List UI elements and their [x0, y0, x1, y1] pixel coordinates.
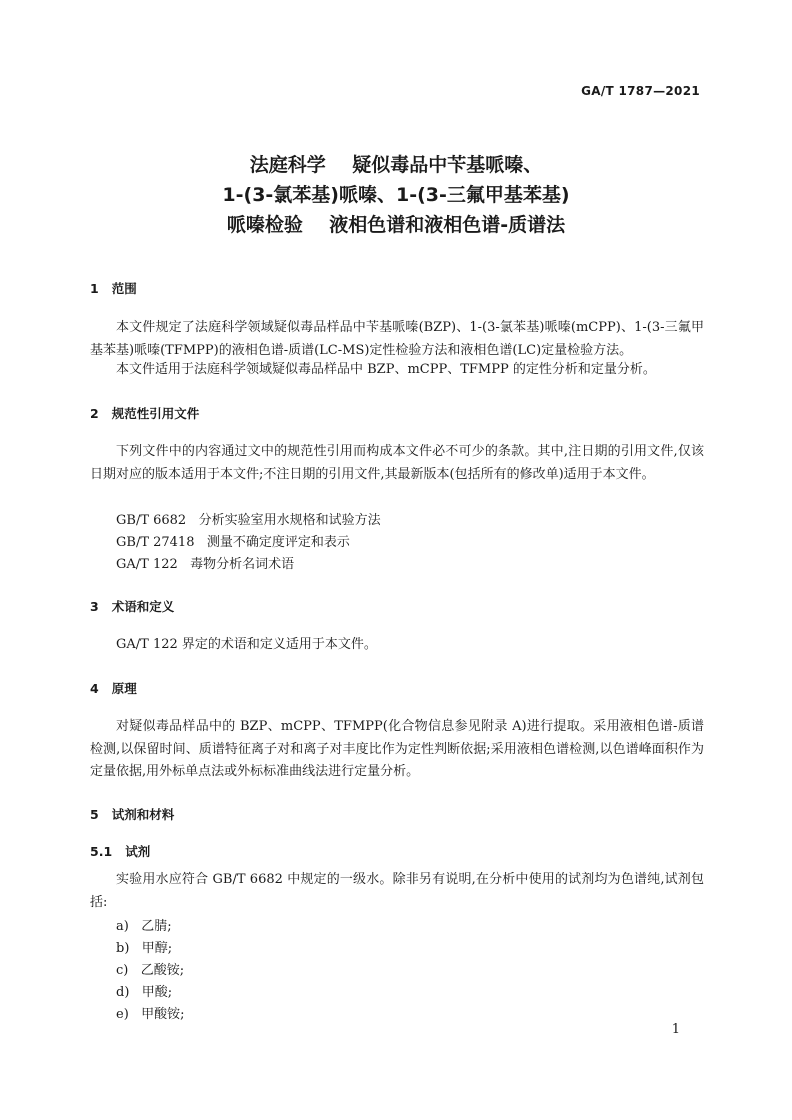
section-2-paragraph-1: 下列文件中的内容通过文中的规范性引用而构成本文件必不可少的条款。其中,注日期的引用文件,仅该日期对应的版本适用于本文件;不注日期的引用文件,其最新版本(包括所有的修改单)适用于本文件。	[90, 444, 704, 482]
reagent-item-a: a) 乙腈;	[116, 919, 172, 934]
section-5-heading: 5 试剂和材料	[90, 807, 175, 822]
reagent-item-d: d) 甲酸;	[116, 985, 173, 1000]
reagent-item-c: c) 乙酸铵;	[116, 963, 185, 978]
section-4-paragraph-1: 对疑似毒品样品中的 BZP、mCPP、TFMPP(化合物信息参见附录 A)进行提取。采用液相色谱-质谱检测,以保留时间、质谱特征离子对和离子对丰度比作为定性判断依据;采用液相色谱检测,以色谱峰面积作为定量依据,用外标单点法或外标标准曲线法进行定量分析。	[90, 719, 704, 779]
section-2-heading: 2 规范性引用文件	[90, 406, 200, 421]
section-1-paragraph-2: 本文件适用于法庭科学领域疑似毒品样品中 BZP、mCPP、TFMPP 的定性分析和定量分析。	[116, 362, 656, 377]
reference-ga-t-122: GA/T 122 毒物分析名词术语	[116, 557, 295, 572]
page-number: 1	[671, 1022, 680, 1037]
section-1-paragraph-1: 本文件规定了法庭科学领域疑似毒品样品中苄基哌嗪(BZP)、1-(3-氯苯基)哌嗪(mCPP)、1-(3-三氟甲基苯基)哌嗪(TFMPP)的液相色谱-质谱(LC-MS)定性检验方法和液相色谱(LC)定量检验方法。	[90, 320, 704, 358]
section-3-heading: 3 术语和定义	[90, 599, 175, 614]
reagent-item-e: e) 甲酸铵;	[116, 1007, 185, 1022]
section-3-paragraph-1: GA/T 122 界定的术语和定义适用于本文件。	[116, 637, 377, 652]
section-5-1-paragraph-1: 实验用水应符合 GB/T 6682 中规定的一级水。除非另有说明,在分析中使用的试剂均为色谱纯,试剂包括:	[90, 872, 704, 910]
document-title	[0, 150, 792, 240]
title-line-1: 法庭科学 疑似毒品中苄基哌嗪、	[249, 154, 543, 176]
section-1-heading: 1 范围	[90, 281, 137, 296]
reference-gb-t-6682: GB/T 6682 分析实验室用水规格和试验方法	[116, 513, 381, 528]
document-code: GA/T 1787—2021	[581, 84, 700, 98]
reference-gb-t-27418: GB/T 27418 测量不确定度评定和表示	[116, 535, 350, 550]
reagent-item-b: b) 甲醇;	[116, 941, 173, 956]
section-4-heading: 4 原理	[90, 681, 137, 696]
section-5-1-heading: 5.1 试剂	[90, 844, 151, 859]
title-line-3: 哌嗪检验 液相色谱和液相色谱-质谱法	[226, 214, 566, 236]
title-line-2: 1-(3-氯苯基)哌嗪、1-(3-三氟甲基苯基)	[222, 184, 570, 206]
